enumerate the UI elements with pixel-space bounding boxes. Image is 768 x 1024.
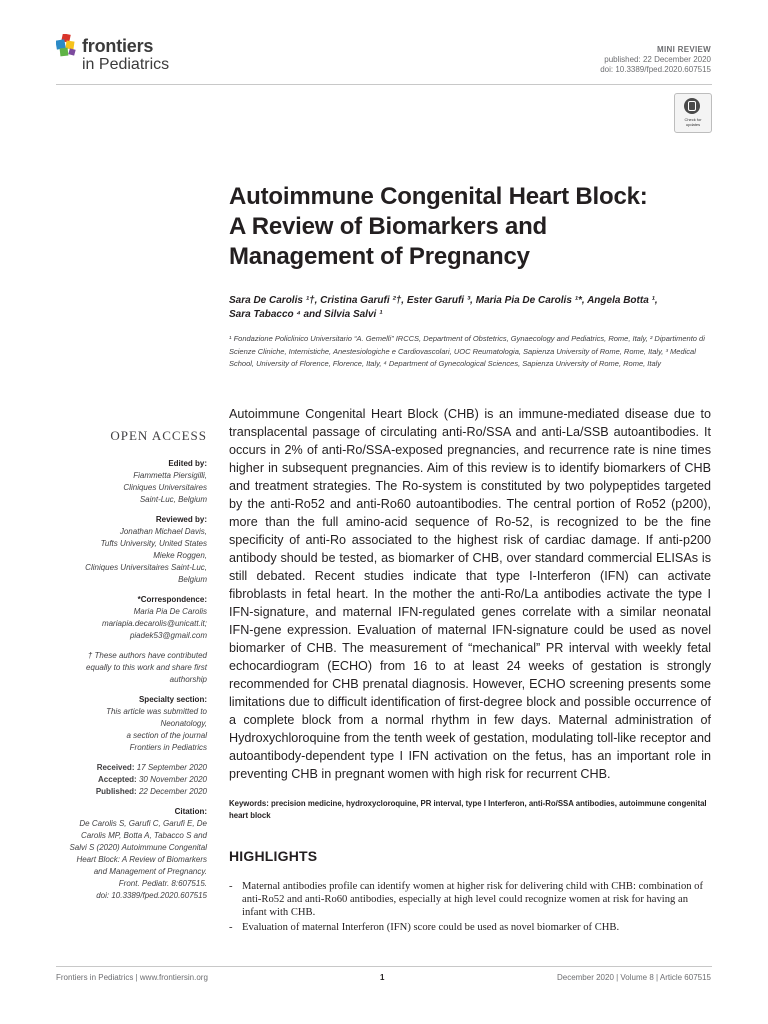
open-access-label: OPEN ACCESS — [110, 428, 207, 443]
article-sidebar — [40, 430, 207, 910]
published-date: published: 22 December 2020 — [604, 55, 711, 64]
check-for-updates-badge[interactable] — [674, 93, 712, 133]
correspondence-text[interactable]: Maria Pia De Carolis mariapia.decarolis@unicatt.it; piadek53@gmail.com — [101, 607, 207, 640]
authors-line: Sara De Carolis ¹†, Cristina Garufi ²†, Ester Garufi ³, Maria Pia De Carolis ¹*, Angela Botta ¹, — [229, 295, 658, 306]
footer-article-info: December 2020 | Volume 8 | Article 607515 — [556, 973, 711, 982]
bullet-dash: - — [229, 922, 233, 933]
correspondence-section — [40, 594, 207, 642]
edited-by-text: Fiammetta Piersigilli, Cliniques Universitaires Saint-Luc, Belgium — [123, 471, 207, 504]
highlight-item — [229, 921, 713, 934]
author-list — [229, 294, 719, 322]
highlight-text: Maternal antibodies profile can identify women at higher risk for delivering child with CHB: combination of anti-Ro52 and anti-Ro60 antibodies, especially at high level could recognize women at risk for having an infant with CHB. — [242, 881, 704, 918]
received-date: Received: 17 September 2020 — [96, 763, 207, 772]
header-divider — [56, 84, 712, 85]
edited-by-section — [40, 458, 207, 506]
article-type: MINI REVIEW — [657, 45, 711, 54]
specialty-heading: Specialty section: — [138, 695, 207, 704]
footer-journal-link[interactable]: Frontiers in Pediatrics | www.frontiersin.org — [56, 973, 208, 982]
reviewed-by-section — [40, 514, 207, 586]
title-line: A Review of Biomarkers and — [229, 213, 548, 240]
article-title — [229, 182, 729, 272]
article-meta — [600, 44, 711, 75]
title-line: Autoimmune Congenital Heart Block: — [229, 183, 648, 210]
equal-contribution-note: † These authors have contributed equally to this work and share first authorship — [86, 651, 207, 684]
bullet-dash: - — [229, 881, 233, 892]
highlight-text: Evaluation of maternal Interferon (IFN) score could be used as novel biomarker of CHB. — [242, 922, 620, 933]
affiliations: ¹ Fondazione Policlinico Universitario “A. Gemelli” IRCCS, Department of Obstetrics, Gynaecology and Pediatrics, Rome, Italy, ² Dipartimento di Scienze Cliniche, Internistiche, Anestesiologiche e Cardiovascolari, UOC Reumatologia, Sapienza University of Rome, Rome, Italy, ³ Medical School, University of Florence, Florence, Italy, ⁴ Department of Gynecological Sciences, Sapienza University of Rome, Rome, Italy — [229, 334, 705, 368]
journal-name: in Pediatrics — [82, 56, 170, 73]
highlight-item — [229, 880, 713, 919]
check-updates-icon — [684, 98, 700, 114]
abstract-text: Autoimmune Congenital Heart Block (CHB) is an immune-mediated disease due to transplacental passage of circulating anti-Ro/SSA and anti-La/SSB autoantibodies. It occurs in 2% of anti-Ro/SSA-exposed pregnancies, and recurrence rate is nine times higher in subsequent pregnancies. Aim of this review is to identify biomarkers of CHB and treatment strategies. The Ro-system is constituted by two polypeptides targeted by the anti-Ro52 and anti-Ro60 autoantibodies. The central portion of Ro52 (p200), more than the full amino-acid sequence of Ro-52, is recognized to be the fine specificity of anti-Ro associated to the highest risk of cardiac damage. If anti-p200 antibody should be tested, as biomarker of CHB, over standard commercial ELISAs is still debated. Recent studies indicate that type I-Interferon (IFN) can activate fibroblasts in fetal heart. In the mother the anti-Ro/La antibodies activate the type I IFN-signature, and maternal IFN-regulated genes correlate with a similar neonatal IFN-gene expression. Evaluation of maternal IFN-signature could be used as novel biomarker of CHB. The measurement of “mechanical” PR interval with weekly fetal echocardiogram (ECHO) from 16 to at least 24 weeks of gestation is strongly recommended for CHB prenatal diagnosis. However, ECHO screening presents some limitations due to difficult identification of first-degree block and possible occurrence of a complete block from a normal rhythm in few days. Maternal administration of Hydroxychloroquine from the tenth week of gestation, modulating toll-like receptor and autoantibody-dependent type I IFN activation on the fetus, has an important role in preventing CHB in pregnant women with high risk for recurrent CHB. — [229, 407, 711, 781]
citation-heading: Citation: — [174, 807, 207, 816]
highlights-heading: HIGHLIGHTS — [229, 848, 318, 864]
title-line: Management of Pregnancy — [229, 243, 530, 270]
authors-line: Sara Tabacco ⁴ and Silvia Salvi ¹ — [229, 309, 383, 320]
published-date-sidebar: Published: 22 December 2020 — [95, 787, 207, 796]
citation-section — [40, 806, 207, 902]
doi-link[interactable]: doi: 10.3389/fped.2020.607515 — [600, 65, 711, 74]
specialty-text: This article was submitted to Neonatology, a section of the journal Frontiers in Pediatrics — [106, 707, 207, 752]
correspondence-heading: *Correspondence: — [137, 595, 207, 604]
accepted-date: Accepted: 30 November 2020 — [98, 775, 207, 784]
footer-divider — [56, 966, 712, 967]
citation-text: De Carolis S, Garufi C, Garufi E, De Carolis MP, Botta A, Tabacco S and Salvi S (2020) Autoimmune Congenital Heart Block: A Review of Biomarkers and Management of Pregnancy. Front. Pediatr. 8:607515. doi: 10.3389/fped.2020.607515 — [69, 819, 207, 900]
highlights-list — [229, 880, 713, 936]
keywords: Keywords: precision medicine, hydroxycloroquine, PR interval, type I Interferon, anti-Ro/SSA antibodies, autoimmune congenital heart block — [229, 799, 707, 820]
brand-name: frontiers — [82, 36, 154, 56]
reviewed-by-text: Jonathan Michael Davis, Tufts University, United States Mieke Roggen, Cliniques Universitaires Saint-Luc, Belgium — [85, 527, 207, 584]
specialty-section — [40, 694, 207, 754]
badge-label-1: Check for — [684, 117, 702, 122]
badge-label-2: updates — [685, 122, 701, 127]
page-number: 1 — [380, 973, 385, 982]
dates-section — [40, 762, 207, 798]
edited-by-heading: Edited by: — [168, 459, 207, 468]
reviewed-by-heading: Reviewed by: — [155, 515, 207, 524]
frontiers-logo-icon — [56, 34, 78, 58]
journal-logo[interactable] — [56, 32, 196, 80]
